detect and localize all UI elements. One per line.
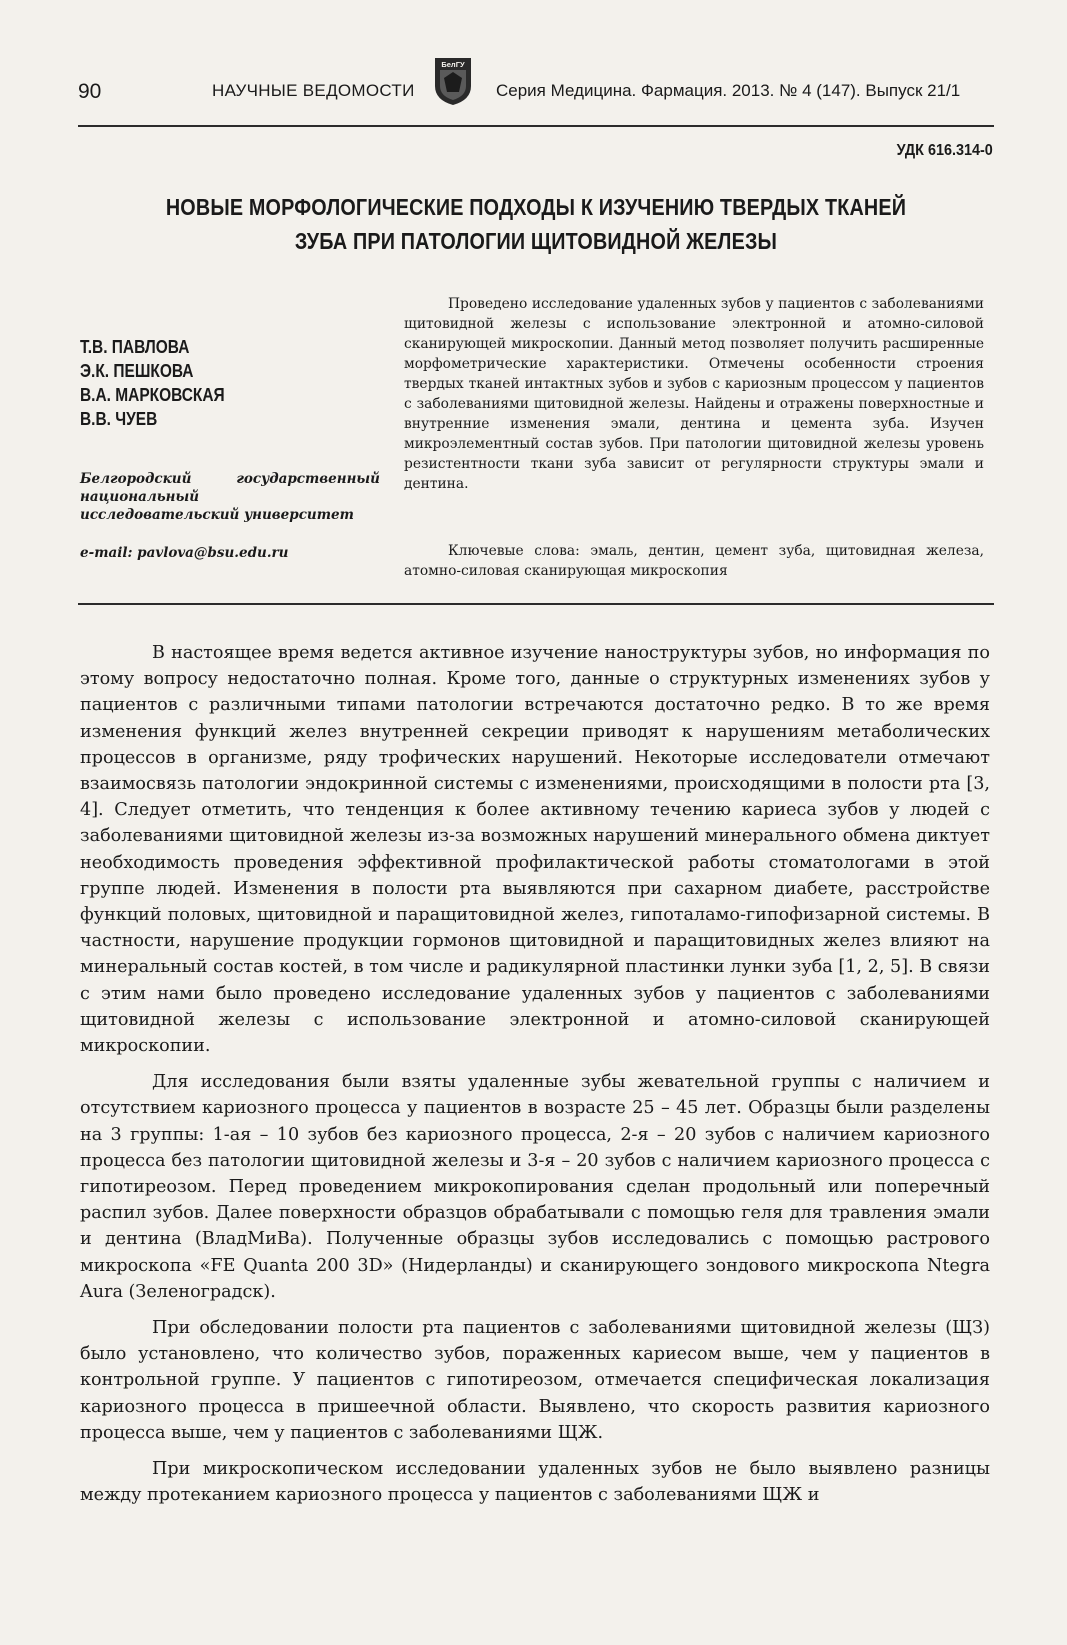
udk-code: УДК 616.314-0	[896, 142, 993, 159]
title-line-2: ЗУБА ПРИ ПАТОЛОГИИ ЩИТОВИДНОЙ ЖЕЛЕЗЫ	[294, 228, 778, 254]
page-number: 90	[78, 80, 102, 103]
author-list	[80, 335, 225, 431]
keywords	[404, 541, 984, 581]
logo-text: БелГУ	[441, 60, 465, 69]
affiliation-word: Белгородский	[80, 471, 192, 487]
author: В.А. МАРКОВСКАЯ	[80, 385, 225, 405]
title-line-1: НОВЫЕ МОРФОЛОГИЧЕСКИЕ ПОДХОДЫ К ИЗУЧЕНИЮ ТВЕРДЫХ ТКАНЕЙ	[165, 194, 907, 220]
author: В.В. ЧУЕВ	[80, 409, 158, 429]
section-rule	[78, 603, 994, 605]
university-logo	[432, 56, 474, 106]
journal-series: Серия Медицина. Фармация. 2013. № 4 (147). Выпуск 21/1	[496, 81, 961, 100]
header-rule	[78, 125, 994, 127]
article-body	[80, 640, 990, 1519]
affiliation	[80, 470, 380, 524]
affiliation-line: исследовательский университет	[80, 507, 354, 523]
author: Т.В. ПАВЛОВА	[80, 337, 190, 357]
journal-name: НАУЧНЫЕ ВЕДОМОСТИ	[212, 81, 415, 100]
abstract-text: Проведено исследование удаленных зубов у пациентов с заболеваниями щитовидной железы с использование электронной и атомно-силовой сканирующей микроскопии. Данный метод позволяет получить расширенные морфометрические характеристики. Отмечены особенности строения твердых тканей интактных зубов и зубов с кариозным процессом у пациентов с заболеваниями щитовидной железы. Найдены и отражены поверхностные и внутренние изменения эмали, дентина и цемента зуба. Изучен микроэлементный состав зубов. При патологии щитовидной железы уровень резистентности ткани зуба зависит от регулярности структуры эмали и дентина.	[404, 296, 984, 492]
article-title	[142, 190, 930, 258]
body-paragraph: При обследовании полости рта пациентов с заболеваниями щитовидной железы (ЩЗ) было установлено, что количество зубов, пораженных кариесом выше, чем у пациентов в контрольной группе. У пациентов с гипотиреозом, отмечается специфическая локализация кариозного процесса в пришеечной области. Выявлено, что скорость развития кариозного процесса выше, чем у пациентов с заболеваниями ЩЖ.	[80, 1318, 990, 1443]
body-paragraph: В настоящее время ведется активное изучение наноструктуры зубов, но информация по этому вопросу недостаточно полная. Кроме того, данные о структурных изменениях зубов у пациентов с различными типами патологии встречаются достаточно редко. В то же время изменения функций желез внутренней секреции приводят к нарушениям метаболических процессов в организме, ряду трофических нарушений. Некоторые исследователи отмечают взаимосвязь патологии эндокринной системы с изменениями, происходящими в полости рта [3, 4]. Следует отметить, что тенденция к более активному течению кариеса зубов у людей с заболеваниями щитовидной железы из-за возможных нарушений минерального обмена диктует необходимость проведения эффективной профилактической работы стоматологами в этой группе людей. Изменения в полости рта выявляются при сахарном диабете, расстройстве функций половых, щитовидной и паращитовидной желез, гипоталамо-гипофизарной системы. В частности, нарушение продукции гормонов щитовидной и паращитовидных желез влияют на минеральный состав костей, в том числе и радикулярной пластинки лунки зуба [1, 2, 5]. В связи с этим нами было проведено исследование удаленных зубов у пациентов с заболеваниями щитовидной железы с использование электронной и атомно-силовой сканирующей микроскопии.	[80, 643, 990, 1057]
affiliation-word: государственный	[236, 471, 380, 487]
author: Э.К. ПЕШКОВА	[80, 361, 194, 381]
affiliation-line: национальный	[80, 489, 200, 505]
abstract	[404, 294, 984, 494]
body-paragraph: При микроскопическом исследовании удаленных зубов не было выявлено разницы между протеканием кариозного процесса у пациентов с заболеваниями ЩЖ и	[80, 1459, 990, 1506]
body-paragraph: Для исследования были взяты удаленные зубы жевательной группы с наличием и отсутствием кариозного процесса у пациентов в возрасте 25 – 45 лет. Образцы были разделены на 3 группы: 1-ая – 10 зубов без кариозного процесса, 2-я – 20 зубов с наличием кариозного процесса без патологии щитовидной железы и 3-я – 20 зубов с наличием кариозного процесса с гипотиреозом. Перед проведением микрокопирования сделан продольный или поперечный распил зубов. Далее поверхности образцов обрабатывали с помощью геля для травления эмали и дентина (ВладМиВа). Полученные образцы зубов исследовались с помощью растрового микроскопа «FE Quanta 200 3D» (Нидерланды) и сканирующего зондового микроскопа Ntegra Aura (Зеленоградск).	[80, 1072, 990, 1302]
keywords-text: Ключевые слова: эмаль, дентин, цемент зуба, щитовидная железа, атомно-силовая сканирующая микроскопия	[404, 543, 984, 579]
author-email: e-mail: pavlova@bsu.edu.ru	[80, 545, 289, 561]
